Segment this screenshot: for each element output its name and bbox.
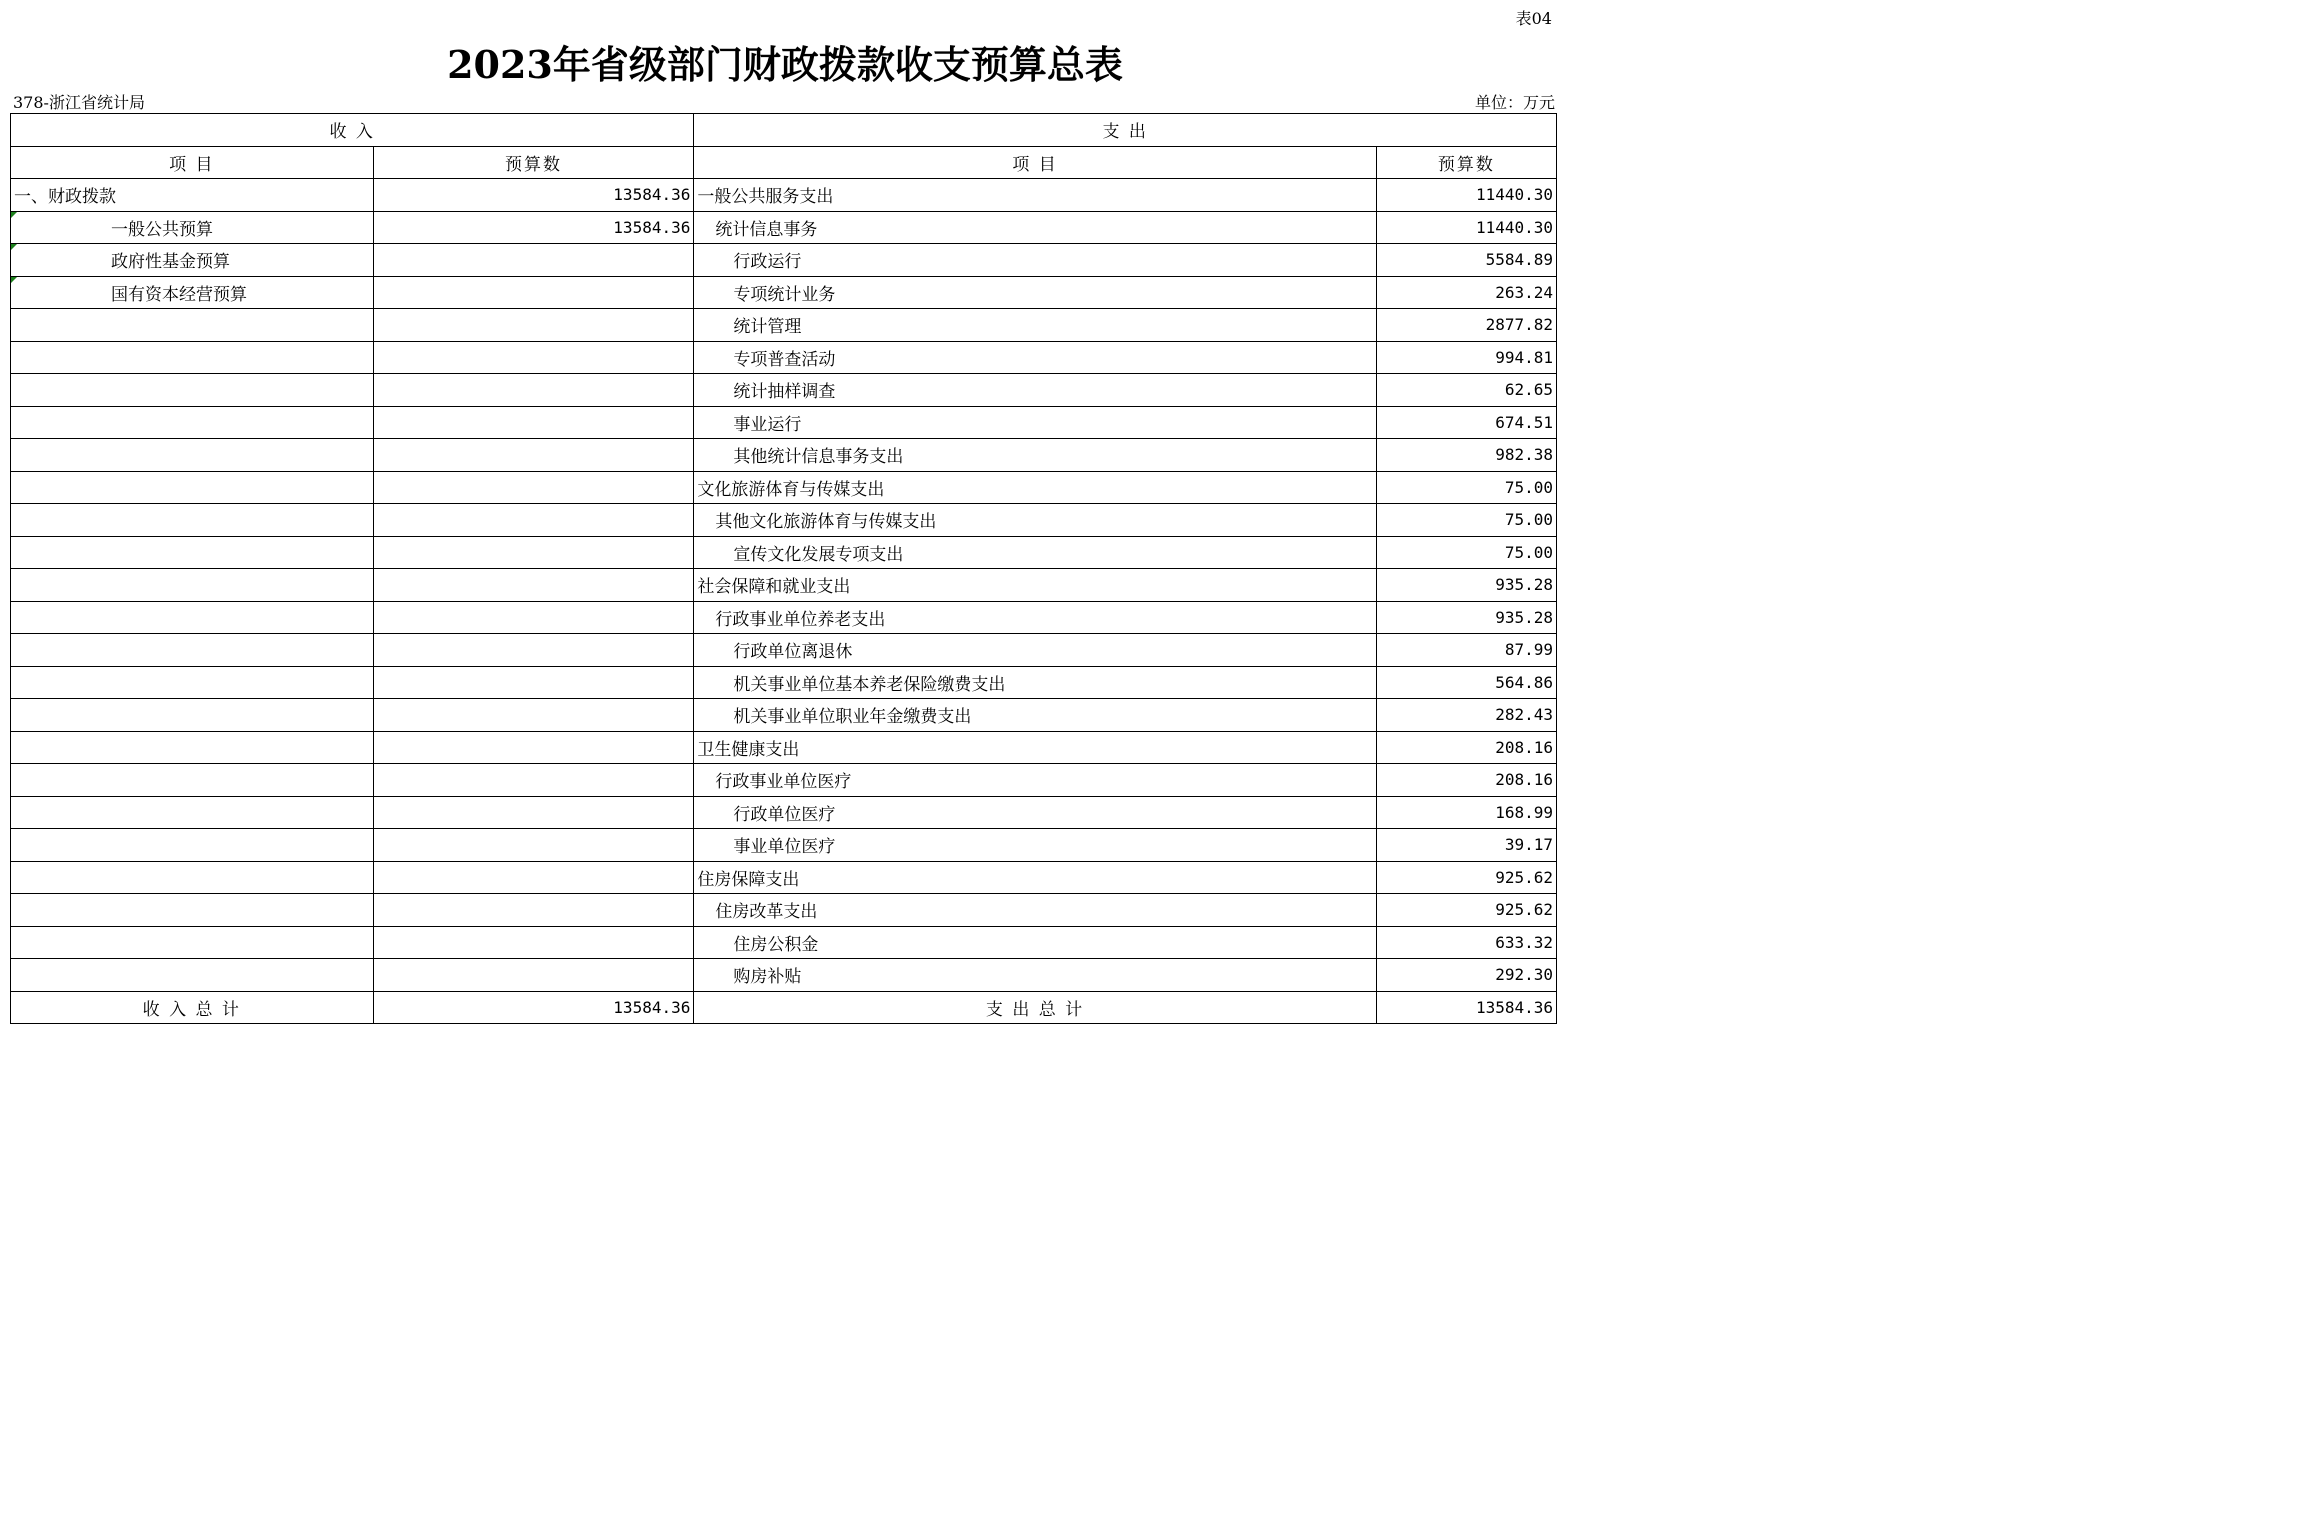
table-row (11, 276, 1557, 309)
expenditure-amount-cell: 674.51 (1376, 406, 1556, 439)
table-row (11, 406, 1557, 439)
department-label: 378-浙江省统计局 (13, 93, 145, 112)
section-header-row (11, 114, 1557, 147)
expenditure-amount-cell: 62.65 (1376, 374, 1556, 407)
page-title: 2023年省级部门财政拨款收支预算总表 (447, 42, 1123, 87)
table-row (11, 764, 1557, 797)
expenditure-total-label: 支 出 总 计 (694, 991, 1376, 1024)
expenditure-amount-header: 预算数 (1376, 146, 1556, 179)
revenue-total-amount: 13584.36 (373, 991, 694, 1024)
expenditure-amount-cell: 11440.30 (1376, 179, 1556, 212)
expenditure-item-cell: 文化旅游体育与传媒支出 (694, 471, 1376, 504)
table-row (11, 959, 1557, 992)
expenditure-amount-cell: 208.16 (1376, 731, 1556, 764)
revenue-amount-cell: 13584.36 (373, 211, 694, 244)
expenditure-item-cell: 一般公共服务支出 (694, 179, 1376, 212)
expenditure-item-cell: 专项统计业务 (694, 276, 1376, 309)
table-row (11, 536, 1557, 569)
revenue-item-cell (11, 276, 374, 309)
table-row (11, 731, 1557, 764)
table-number: 表04 (1515, 9, 1552, 28)
table-row (11, 894, 1557, 927)
table-row (11, 666, 1557, 699)
expenditure-amount-cell: 2877.82 (1376, 309, 1556, 342)
table-row (11, 634, 1557, 667)
expenditure-item-cell: 统计信息事务 (694, 211, 1376, 244)
revenue-item-cell: 一、财政拨款 (11, 179, 374, 212)
revenue-amount-cell (373, 731, 694, 764)
revenue-item-label: 国有资本经营预算 (111, 284, 247, 305)
revenue-amount-cell (373, 861, 694, 894)
revenue-item-cell (11, 829, 374, 862)
revenue-amount-cell (373, 439, 694, 472)
revenue-item-cell (11, 894, 374, 927)
expenditure-amount-cell: 935.28 (1376, 601, 1556, 634)
revenue-amount-cell (373, 504, 694, 537)
revenue-amount-cell (373, 634, 694, 667)
expenditure-item-cell: 其他统计信息事务支出 (694, 439, 1376, 472)
table-body (11, 179, 1557, 992)
expenditure-amount-cell: 994.81 (1376, 341, 1556, 374)
revenue-item-cell (11, 569, 374, 602)
cell-comment-marker (11, 277, 17, 283)
cell-comment-marker (11, 244, 17, 250)
expenditure-amount-cell: 208.16 (1376, 764, 1556, 797)
revenue-item-cell (11, 959, 374, 992)
column-header-row (11, 146, 1557, 179)
table-row (11, 601, 1557, 634)
expenditure-amount-cell: 633.32 (1376, 926, 1556, 959)
table-row (11, 699, 1557, 732)
expenditure-item-header: 项 目 (694, 146, 1376, 179)
table-row (11, 569, 1557, 602)
table-row (11, 504, 1557, 537)
revenue-amount-cell (373, 926, 694, 959)
expenditure-amount-cell: 564.86 (1376, 666, 1556, 699)
revenue-item-cell (11, 796, 374, 829)
revenue-total-label: 收 入 总 计 (11, 991, 374, 1024)
expenditure-section-header: 支 出 (694, 114, 1557, 147)
totals-row (11, 991, 1557, 1024)
expenditure-item-cell: 社会保障和就业支出 (694, 569, 1376, 602)
revenue-item-cell (11, 341, 374, 374)
budget-table (10, 113, 1557, 1024)
expenditure-item-cell: 住房保障支出 (694, 861, 1376, 894)
revenue-amount-cell (373, 341, 694, 374)
expenditure-item-cell: 行政单位离退休 (694, 634, 1376, 667)
revenue-item-cell (11, 861, 374, 894)
revenue-amount-cell (373, 406, 694, 439)
revenue-item-cell (11, 926, 374, 959)
expenditure-amount-cell: 282.43 (1376, 699, 1556, 732)
expenditure-amount-cell: 75.00 (1376, 471, 1556, 504)
expenditure-item-cell: 统计管理 (694, 309, 1376, 342)
revenue-item-cell (11, 536, 374, 569)
revenue-amount-cell (373, 699, 694, 732)
revenue-item-cell (11, 374, 374, 407)
revenue-amount-cell (373, 569, 694, 602)
table-row (11, 374, 1557, 407)
expenditure-item-cell: 统计抽样调查 (694, 374, 1376, 407)
revenue-amount-cell (373, 244, 694, 277)
revenue-item-cell (11, 601, 374, 634)
expenditure-item-cell: 专项普查活动 (694, 341, 1376, 374)
expenditure-item-cell: 卫生健康支出 (694, 731, 1376, 764)
revenue-amount-cell (373, 471, 694, 504)
unit-label: 单位：万元 (1474, 93, 1555, 112)
table-row (11, 211, 1557, 244)
expenditure-total-amount: 13584.36 (1376, 991, 1556, 1024)
revenue-item-cell (11, 666, 374, 699)
revenue-amount-cell (373, 764, 694, 797)
revenue-amount-cell (373, 796, 694, 829)
expenditure-item-cell: 事业运行 (694, 406, 1376, 439)
expenditure-item-cell: 宣传文化发展专项支出 (694, 536, 1376, 569)
table-row (11, 861, 1557, 894)
expenditure-item-cell: 事业单位医疗 (694, 829, 1376, 862)
revenue-item-label: 一般公共预算 (111, 219, 213, 240)
revenue-section-header: 收 入 (11, 114, 694, 147)
revenue-amount-cell (373, 276, 694, 309)
revenue-item-cell (11, 699, 374, 732)
cell-comment-marker (11, 212, 17, 218)
expenditure-amount-cell: 925.62 (1376, 894, 1556, 927)
table-row (11, 471, 1557, 504)
revenue-amount-cell: 13584.36 (373, 179, 694, 212)
expenditure-amount-cell: 5584.89 (1376, 244, 1556, 277)
expenditure-amount-cell: 292.30 (1376, 959, 1556, 992)
expenditure-amount-cell: 935.28 (1376, 569, 1556, 602)
revenue-amount-cell (373, 536, 694, 569)
expenditure-item-cell: 机关事业单位基本养老保险缴费支出 (694, 666, 1376, 699)
revenue-item-cell (11, 731, 374, 764)
expenditure-item-cell: 机关事业单位职业年金缴费支出 (694, 699, 1376, 732)
table-row (11, 829, 1557, 862)
table-row (11, 341, 1557, 374)
expenditure-amount-cell: 168.99 (1376, 796, 1556, 829)
revenue-item-cell (11, 211, 374, 244)
revenue-amount-cell (373, 829, 694, 862)
expenditure-amount-cell: 39.17 (1376, 829, 1556, 862)
expenditure-item-cell: 行政运行 (694, 244, 1376, 277)
revenue-item-header: 项 目 (11, 146, 374, 179)
expenditure-amount-cell: 87.99 (1376, 634, 1556, 667)
table-row (11, 796, 1557, 829)
revenue-item-cell (11, 439, 374, 472)
expenditure-item-cell: 住房改革支出 (694, 894, 1376, 927)
expenditure-item-cell: 其他文化旅游体育与传媒支出 (694, 504, 1376, 537)
expenditure-amount-cell: 11440.30 (1376, 211, 1556, 244)
revenue-amount-cell (373, 309, 694, 342)
expenditure-amount-cell: 263.24 (1376, 276, 1556, 309)
revenue-amount-cell (373, 374, 694, 407)
revenue-amount-header: 预算数 (373, 146, 694, 179)
expenditure-amount-cell: 75.00 (1376, 536, 1556, 569)
revenue-item-label: 政府性基金预算 (111, 252, 230, 273)
table-row (11, 926, 1557, 959)
expenditure-item-cell: 购房补贴 (694, 959, 1376, 992)
expenditure-item-cell: 行政事业单位医疗 (694, 764, 1376, 797)
revenue-item-cell (11, 764, 374, 797)
revenue-item-cell (11, 634, 374, 667)
revenue-amount-cell (373, 959, 694, 992)
expenditure-item-cell: 行政单位医疗 (694, 796, 1376, 829)
revenue-amount-cell (373, 666, 694, 699)
revenue-amount-cell (373, 601, 694, 634)
revenue-item-cell (11, 406, 374, 439)
revenue-item-cell (11, 471, 374, 504)
table-row (11, 179, 1557, 212)
revenue-item-cell (11, 504, 374, 537)
expenditure-amount-cell: 75.00 (1376, 504, 1556, 537)
revenue-item-cell (11, 309, 374, 342)
table-row (11, 439, 1557, 472)
revenue-amount-cell (373, 894, 694, 927)
expenditure-amount-cell: 982.38 (1376, 439, 1556, 472)
revenue-item-cell (11, 244, 374, 277)
table-row (11, 309, 1557, 342)
table-row (11, 244, 1557, 277)
expenditure-item-cell: 行政事业单位养老支出 (694, 601, 1376, 634)
expenditure-amount-cell: 925.62 (1376, 861, 1556, 894)
expenditure-item-cell: 住房公积金 (694, 926, 1376, 959)
